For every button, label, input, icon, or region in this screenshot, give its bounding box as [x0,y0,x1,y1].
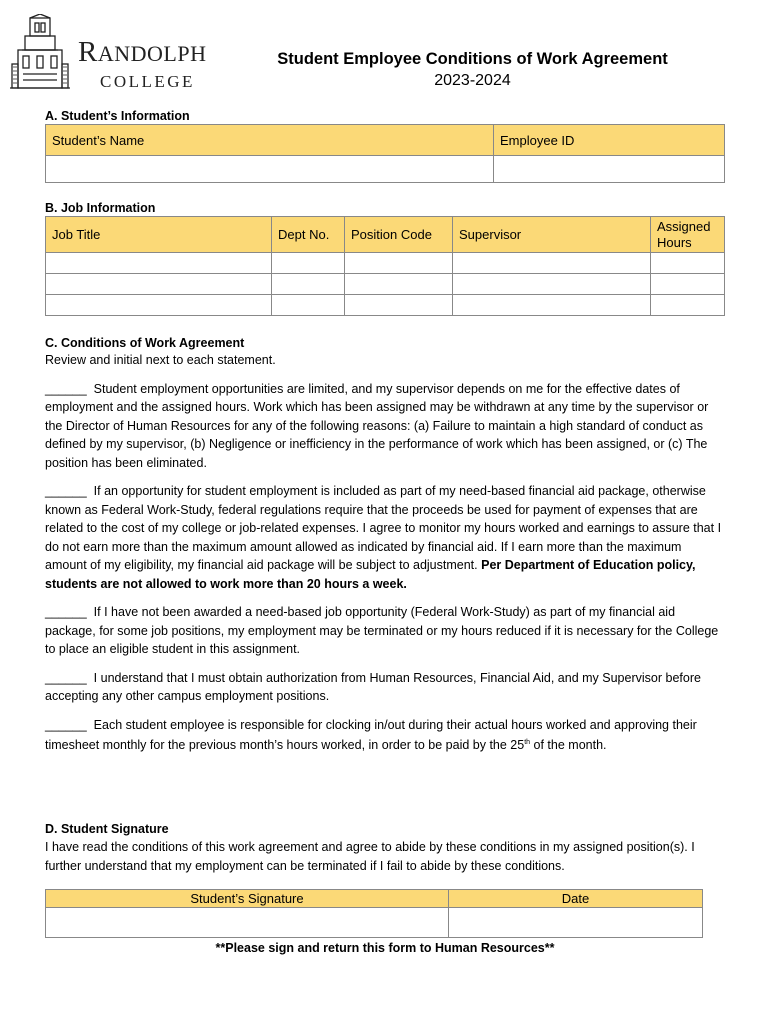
form-title-block [215,50,730,90]
assigned-hours-field[interactable] [651,253,725,274]
supervisor-field[interactable] [453,274,651,295]
return-instruction: **Please sign and return this form to Human Resources** [215,941,555,955]
assigned-hours-field[interactable] [651,274,725,295]
employee-id-field[interactable] [494,156,725,183]
initial-blank[interactable]: ______ [45,717,87,732]
logo-text-randolph: RANDOLPH [78,36,207,68]
statement-1: ______ Student employment opportunities are limited, and my supervisor depends on me for the effective dates of employment and the assigned hours. Work which has been assigned may be withdrawn at any time by the supervisor or the Director of Human Resources for any of the following reasons: (a) Failure to maintain a high standard of conduct as defined by my supervisor, (b) Negligence or inefficiency in the performance of work which has been assigned, or (c) The position has been eliminated. [45,381,709,470]
building-tower-icon [10,14,70,92]
section-c-heading: C. Conditions of Work Agreement [45,336,245,350]
conditions-body [45,351,725,765]
statement-2: ______ If an opportunity for student employment is included as part of my need-based financial aid package, otherwise known as Federal Work-Study, federal regulations require that the proceeds be used for payment of expenses that are related to the cost of my college or job-related expenses. I agree to monitor my hours worked and earnings to assure that I do not earn more than the maximum amount allowed as indicated by financial aid. If I earn more than the maximum amount of my eligibility, my financial aid package will be subject to adjustment. Per Department of Education policy, students are not allowed to work more than 20 hours a week. [45,484,722,591]
dept-no-field[interactable] [272,295,345,316]
job-info-table [45,216,725,316]
job-title-field[interactable] [46,274,272,295]
dept-no-field[interactable] [272,274,345,295]
statement-4: ______ I understand that I must obtain authorization from Human Resources, Financial Aid, and my Supervisor before accepting any other campus employment positions. [45,670,701,703]
supervisor-field[interactable] [453,295,651,316]
section-d-heading: D. Student Signature [45,822,169,836]
signature-statement: I have read the conditions of this work agreement and agree to abide by these conditions in my assigned position(s). I further understand that my employment can be terminated if I fail to abide by these conditions. [45,840,695,873]
position-code-field[interactable] [345,253,453,274]
job-title-field[interactable] [46,295,272,316]
logo-text-college: COLLEGE [100,72,195,91]
statement-5: ______ Each student employee is responsible for clocking in/out during their actual hours worked and approving their timesheet monthly for the previous month’s hours worked, in order to be paid by the 25th of the month. [45,717,697,753]
dept-no-field[interactable] [272,253,345,274]
initial-blank[interactable]: ______ [45,484,87,498]
dept-no-header: Dept No. [272,217,345,253]
conditions-intro: Review and initial next to each statement. [45,353,276,367]
student-info-table [45,124,725,183]
signature-header: Student’s Signature [46,890,449,908]
employee-id-header: Employee ID [494,125,725,156]
initial-blank[interactable]: ______ [45,605,87,619]
student-name-header: Student’s Name [46,125,494,156]
form-year: 2023-2024 [434,72,511,89]
form-title: Student Employee Conditions of Work Agreement [277,50,668,68]
date-field[interactable] [449,908,703,938]
job-title-header: Job Title [46,217,272,253]
work-hours-policy: Per Department of Education policy, students are not allowed to work more than 20 hours a week. [45,558,696,591]
college-logo [10,14,215,92]
date-header: Date [449,890,703,908]
initial-blank[interactable]: ______ [45,670,87,685]
section-a-heading: A. Student’s Information [45,109,190,123]
supervisor-field[interactable] [453,253,651,274]
section-b-heading: B. Job Information [45,201,156,215]
assigned-hours-field[interactable] [651,295,725,316]
supervisor-header: Supervisor [453,217,651,253]
statement-3: ______ If I have not been awarded a need-based job opportunity (Federal Work-Study) as part of my financial aid package, for some job positions, my employment may be terminated or my hours reduced if it is necessary for the College to place an eligible student in this assignment. [45,605,719,656]
position-code-header: Position Code [345,217,453,253]
position-code-field[interactable] [345,274,453,295]
initial-blank[interactable]: ______ [45,381,87,396]
position-code-field[interactable] [345,295,453,316]
job-title-field[interactable] [46,253,272,274]
signature-field[interactable] [46,908,449,938]
assigned-hours-header: Assigned Hours [651,217,725,253]
signature-table [45,889,703,938]
student-name-field[interactable] [46,156,494,183]
